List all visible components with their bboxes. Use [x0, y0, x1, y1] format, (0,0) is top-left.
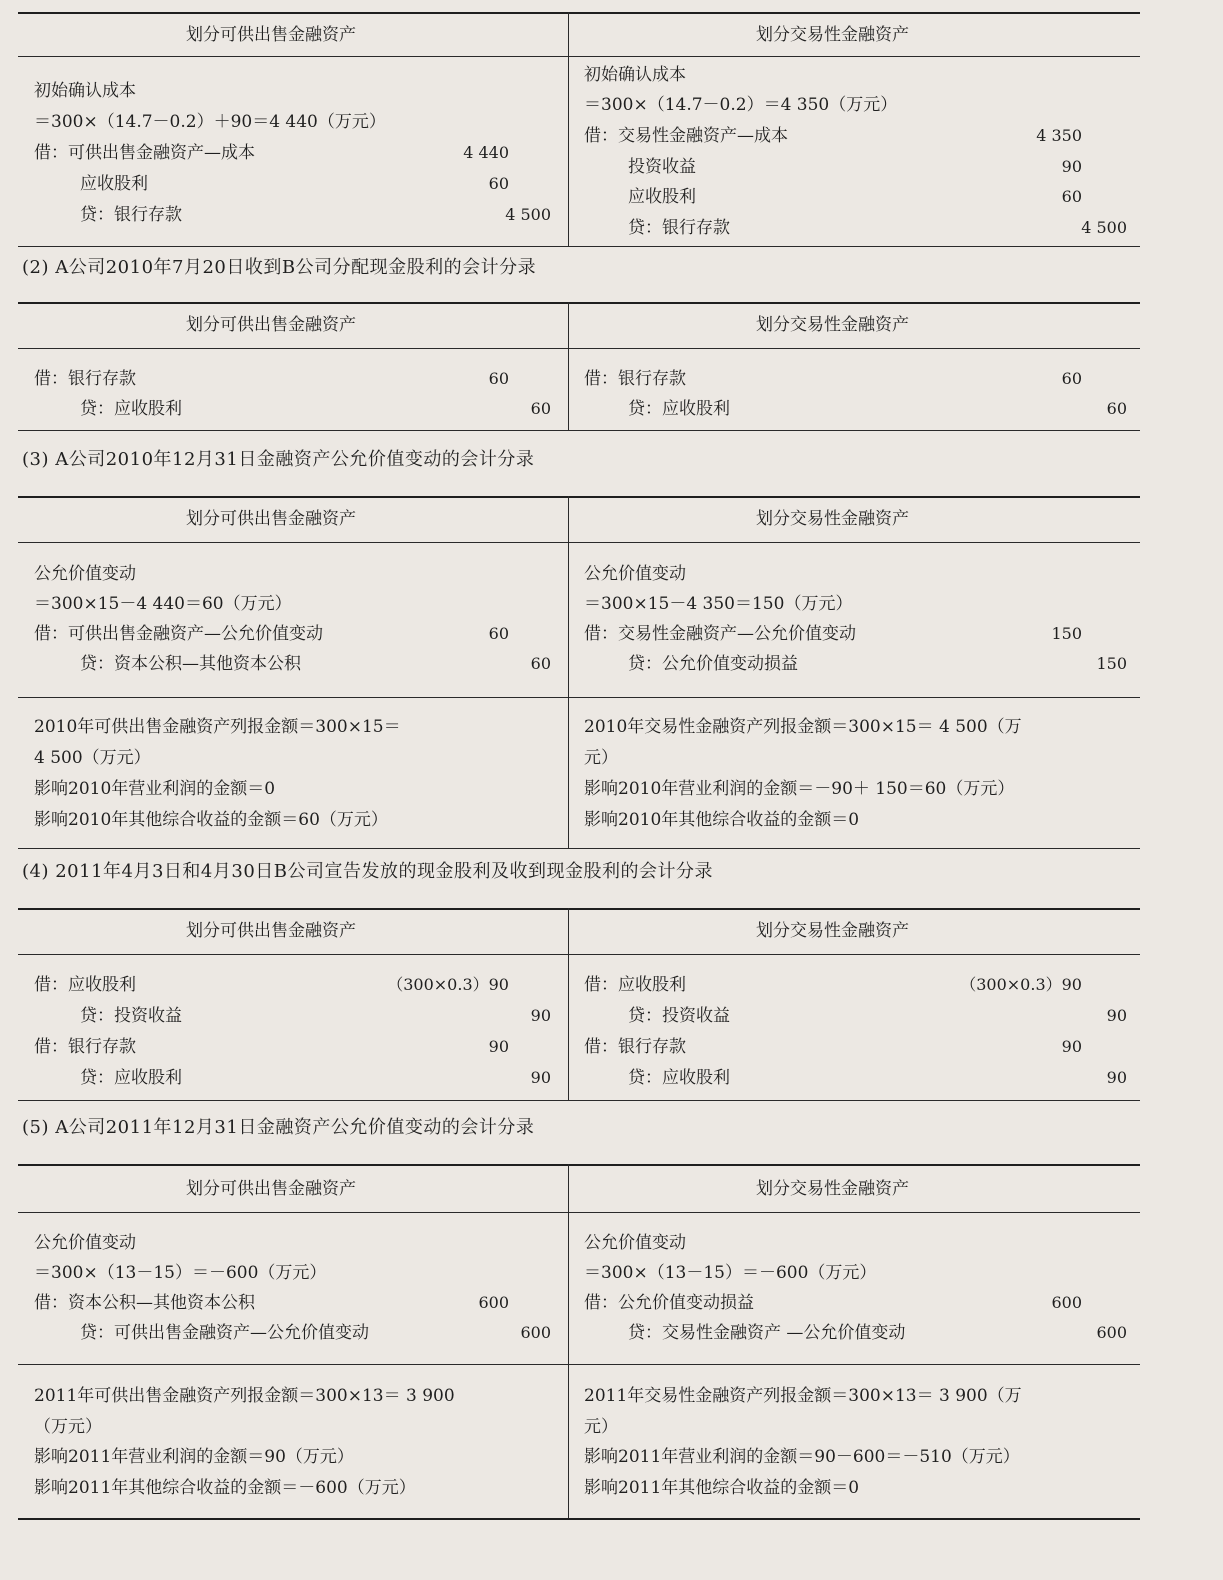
header-available-for-sale: 划分可供出售金融资产: [186, 1179, 356, 1199]
entry-line: 贷：银行存款: [80, 205, 182, 225]
entry-line: 应收股利: [628, 187, 696, 207]
entry-line: 贷：应收股利: [628, 1068, 730, 1088]
entry-line: 公允价值变动: [584, 1233, 686, 1253]
entry-amount: 4 440: [463, 143, 509, 162]
rule-bottom: [18, 1518, 1140, 1520]
report-line: 影响2010年营业利润的金额＝0: [34, 779, 276, 799]
entry-line: ＝300×（13－15）＝－600（万元）: [34, 1263, 327, 1283]
section-title: (5) A公司2011年12月31日金融资产公允价值变动的会计分录: [22, 1117, 535, 1138]
header-available-for-sale: 划分可供出售金融资产: [186, 509, 356, 529]
entry-line: 借：应收股利: [34, 975, 136, 995]
report-line: 影响2010年其他综合收益的金额＝60（万元）: [34, 810, 388, 830]
report-line: 2010年可供出售金融资产列报金额＝300×15＝: [34, 717, 401, 737]
entry-line: 初始确认成本: [34, 81, 136, 101]
rule-middle: [18, 1364, 1140, 1365]
entry-line: ＝300×（14.7－0.2）＋90＝4 440（万元）: [34, 112, 386, 132]
entry-line: 借：可供出售金融资产—成本: [34, 143, 255, 163]
entry-amount: 90: [488, 1037, 509, 1056]
column-divider: [568, 1164, 569, 1518]
rule-header: [18, 56, 1140, 57]
rule-bottom: [18, 848, 1140, 849]
header-trading: 划分交易性金融资产: [756, 315, 909, 335]
section-title: (4) 2011年4月3日和4月30日B公司宣告发放的现金股利及收到现金股利的会计分录: [22, 861, 714, 882]
rule-header: [18, 954, 1140, 955]
entry-line: 借：银行存款: [34, 1037, 136, 1057]
entry-line: 贷：应收股利: [628, 399, 730, 419]
entry-amount: （300×0.3）90: [387, 975, 509, 994]
entry-line: 借：银行存款: [34, 369, 136, 389]
header-trading: 划分交易性金融资产: [756, 509, 909, 529]
rule-bottom: [18, 246, 1140, 247]
rule-header: [18, 348, 1140, 349]
rule-bottom: [18, 1100, 1140, 1101]
entry-amount: 90: [530, 1006, 551, 1025]
section-title: (3) A公司2010年12月31日金融资产公允价值变动的会计分录: [22, 449, 535, 470]
entry-amount: 150: [1051, 624, 1082, 643]
rule-middle: [18, 697, 1140, 698]
rule-top: [18, 1164, 1140, 1166]
rule-header: [18, 542, 1140, 543]
header-available-for-sale: 划分可供出售金融资产: [186, 921, 356, 941]
entry-line: ＝300×（14.7－0.2）＝4 350（万元）: [584, 95, 898, 115]
rule-top: [18, 12, 1140, 14]
entry-line: 借：资本公积—其他资本公积: [34, 1293, 255, 1313]
entry-line: 贷：投资收益: [80, 1006, 182, 1026]
column-divider: [568, 12, 569, 246]
report-line: 元）: [584, 1417, 618, 1437]
entry-line: 公允价值变动: [34, 1233, 136, 1253]
report-line: 影响2010年营业利润的金额＝－90＋ 150＝60（万元）: [584, 779, 1015, 799]
entry-line: 贷：交易性金融资产 —公允价值变动: [628, 1323, 906, 1343]
entry-line: 借：应收股利: [584, 975, 686, 995]
entry-amount: （300×0.3）90: [960, 975, 1082, 994]
report-line: 4 500（万元）: [34, 748, 151, 768]
entry-line: 贷：可供出售金融资产—公允价值变动: [80, 1323, 369, 1343]
rule-top: [18, 302, 1140, 304]
entry-line: 借：公允价值变动损益: [584, 1293, 754, 1313]
header-trading: 划分交易性金融资产: [756, 921, 909, 941]
entry-amount: 60: [1106, 399, 1127, 418]
entry-amount: 60: [1061, 187, 1082, 206]
header-available-for-sale: 划分可供出售金融资产: [186, 315, 356, 335]
entry-line: ＝300×（13－15）＝－600（万元）: [584, 1263, 877, 1283]
entry-line: 借：银行存款: [584, 1037, 686, 1057]
entry-amount: 90: [1106, 1006, 1127, 1025]
entry-amount: 90: [1061, 1037, 1082, 1056]
column-divider: [568, 908, 569, 1100]
report-line: 影响2011年其他综合收益的金额＝0: [584, 1478, 860, 1498]
entry-line: 初始确认成本: [584, 65, 686, 85]
report-line: （万元）: [34, 1417, 102, 1437]
header-available-for-sale: 划分可供出售金融资产: [186, 25, 356, 45]
report-line: 2011年交易性金融资产列报金额＝300×13＝ 3 900（万: [584, 1386, 1022, 1406]
column-divider: [568, 496, 569, 848]
report-line: 元）: [584, 748, 618, 768]
entry-amount: 150: [1096, 654, 1127, 673]
report-line: 影响2011年营业利润的金额＝90（万元）: [34, 1447, 354, 1467]
entry-line: 借：银行存款: [584, 369, 686, 389]
column-divider: [568, 302, 569, 430]
entry-amount: 60: [488, 174, 509, 193]
header-trading: 划分交易性金融资产: [756, 1179, 909, 1199]
entry-line: 公允价值变动: [584, 564, 686, 584]
entry-amount: 90: [530, 1068, 551, 1087]
entry-amount: 90: [1061, 157, 1082, 176]
entry-amount: 60: [488, 624, 509, 643]
report-line: 2010年交易性金融资产列报金额＝300×15＝ 4 500（万: [584, 717, 1022, 737]
entry-line: 贷：公允价值变动损益: [628, 654, 798, 674]
rule-top: [18, 908, 1140, 910]
entry-line: 应收股利: [80, 174, 148, 194]
entry-amount: 600: [520, 1323, 551, 1342]
report-line: 2011年可供出售金融资产列报金额＝300×13＝ 3 900: [34, 1386, 455, 1406]
report-line: 影响2011年其他综合收益的金额＝－600（万元）: [34, 1478, 416, 1498]
section-title: (2) A公司2010年7月20日收到B公司分配现金股利的会计分录: [22, 257, 537, 278]
entry-amount: 60: [1061, 369, 1082, 388]
entry-line: 借：交易性金融资产—成本: [584, 126, 788, 146]
entry-line: ＝300×15－4 440＝60（万元）: [34, 594, 292, 614]
entry-line: 公允价值变动: [34, 564, 136, 584]
rule-header: [18, 1212, 1140, 1213]
entry-line: 贷：投资收益: [628, 1006, 730, 1026]
entry-amount: 600: [1051, 1293, 1082, 1312]
entry-line: 贷：应收股利: [80, 399, 182, 419]
header-trading: 划分交易性金融资产: [756, 25, 909, 45]
entry-line: 贷：银行存款: [628, 218, 730, 238]
entry-line: 贷：应收股利: [80, 1068, 182, 1088]
rule-top: [18, 496, 1140, 498]
entry-amount: 600: [1096, 1323, 1127, 1342]
entry-amount: 600: [478, 1293, 509, 1312]
entry-line: 借：交易性金融资产—公允价值变动: [584, 624, 856, 644]
report-line: 影响2010年其他综合收益的金额＝0: [584, 810, 860, 830]
entry-amount: 90: [1106, 1068, 1127, 1087]
entry-amount: 4 350: [1036, 126, 1082, 145]
entry-line: 借：可供出售金融资产—公允价值变动: [34, 624, 323, 644]
entry-amount: 60: [530, 399, 551, 418]
entry-amount: 4 500: [1081, 218, 1127, 237]
entry-amount: 4 500: [505, 205, 551, 224]
report-line: 影响2011年营业利润的金额＝90－600＝－510（万元）: [584, 1447, 1020, 1467]
entry-line: 投资收益: [628, 157, 696, 177]
entry-amount: 60: [530, 654, 551, 673]
entry-amount: 60: [488, 369, 509, 388]
entry-line: ＝300×15－4 350＝150（万元）: [584, 594, 853, 614]
rule-bottom: [18, 430, 1140, 431]
entry-line: 贷：资本公积—其他资本公积: [80, 654, 301, 674]
